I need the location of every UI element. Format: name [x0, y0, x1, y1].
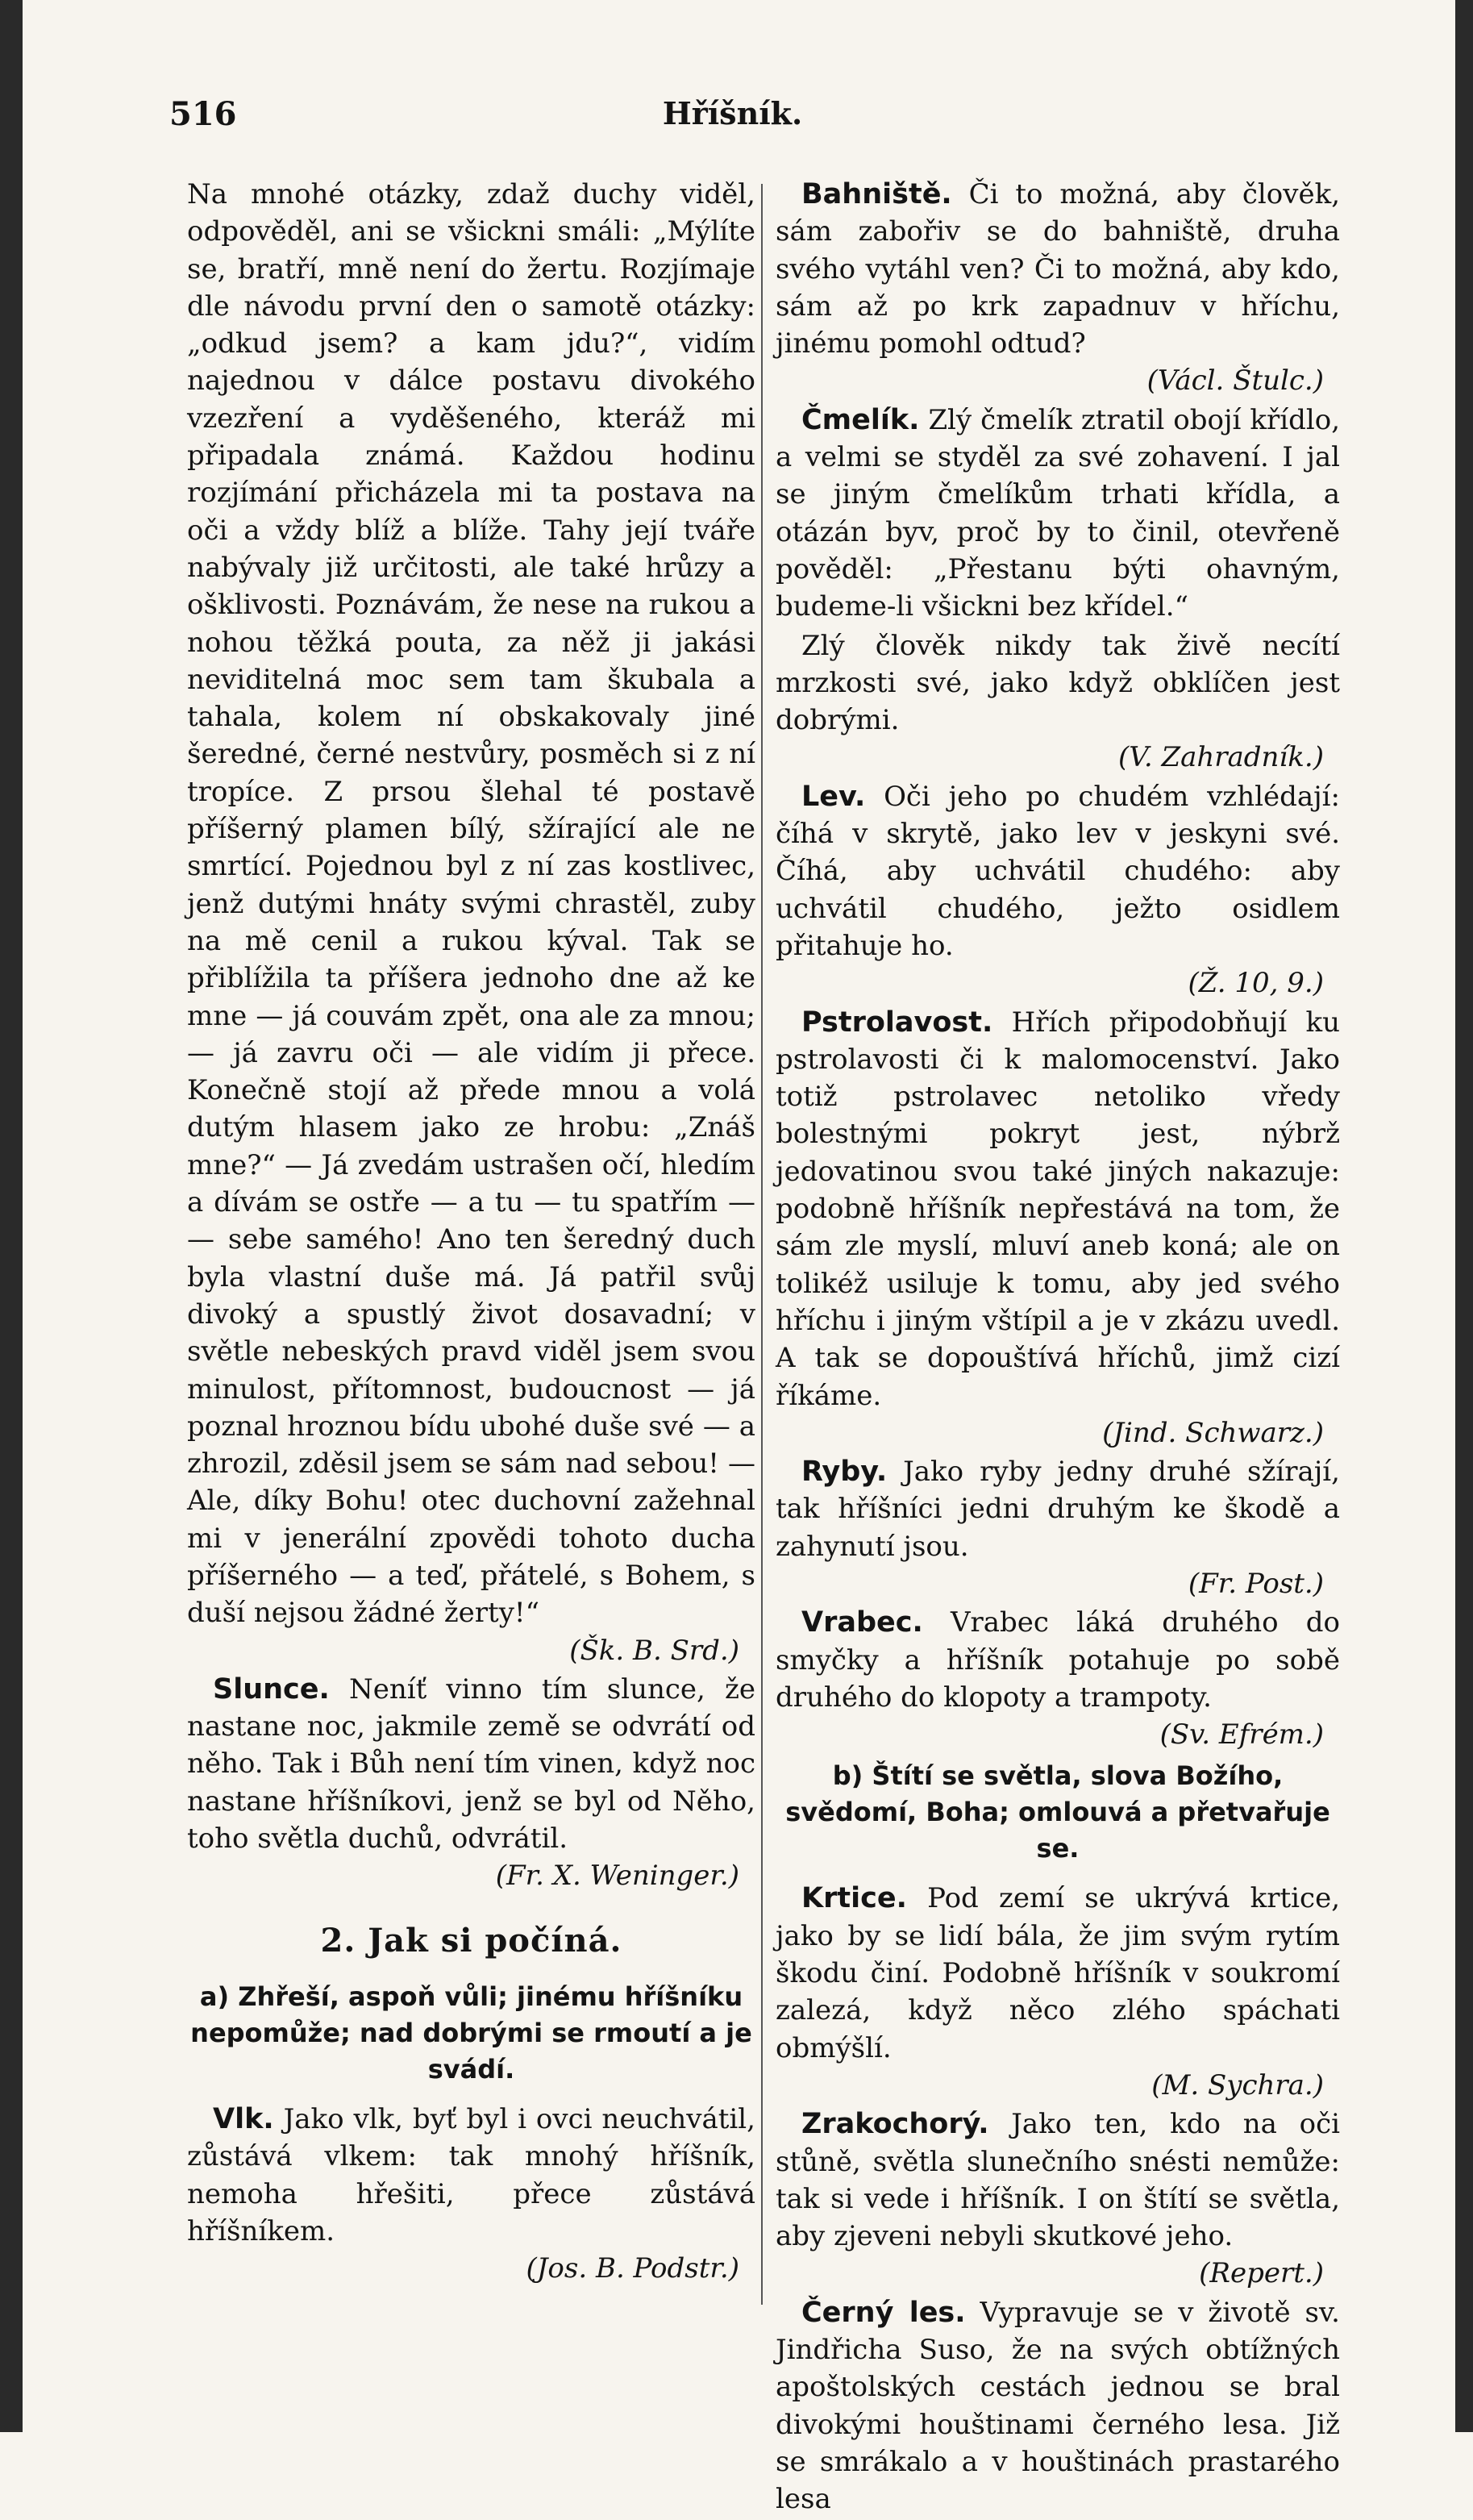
entry-vlk [187, 2101, 755, 2287]
column-divider [761, 184, 763, 2305]
scan-edge-right [1455, 0, 1473, 2432]
entry-keyword: Pstrolavost. [801, 1006, 993, 1039]
entry-text: Hřích připodobňují ku pstrolavosti či k malomocenství. Jako totiž pstrolavec netoliko vředy bolestnými pokryt jest, nýbrž jedovatinou svou také jiných nakazuje: podobně hříšník nepřestává na tom, že sám zle myslí, mluví aneb koná; ale on tolikéž usiluje k tomu, aby jed svého hříchu i jiným vštípil a je v zkázu uvedl. A tak se dopouštívá hříchů, jimž cizí říkáme. [776, 1006, 1341, 1412]
source-citation: (Jind. Schwarz.) [1102, 1416, 1324, 1449]
page-header [169, 95, 1296, 135]
entry-keyword: Zrakochorý. [801, 2108, 989, 2141]
paragraph [187, 176, 755, 1669]
entry-text: Vypravuje se v životě sv. Jindřicha Suso, že na svých obtížných apoštolských cestách jednou se bral divokými houštinami černého lesa. Již se smrákalo a v houštinách prastarého lesa [776, 2296, 1340, 2516]
running-title: Hříšník. [662, 95, 803, 131]
entry-keyword: Černý les. [801, 2296, 966, 2329]
source-citation: (Fr. Post.) [1188, 1567, 1324, 1600]
entry-krtice [776, 1880, 1340, 2104]
subsection-heading: b) Štítí se světla, slova Božího, svědomí, Boha; omlouvá a přetvařuje se. [785, 1760, 1330, 1864]
entry-text: Neníť vinno tím slunce, že nastane noc, jakmile země se odvrátí od něho. Tak i Bůh není tím vinen, když noc nastane hříšníkovi, jenž se byl od Něho, toho světla duchů, odvrátil. [187, 1672, 755, 1856]
paragraph [776, 627, 1340, 777]
entry-zrakochory [776, 2106, 1340, 2292]
entry-keyword: Ryby. [801, 1456, 888, 1489]
entry-keyword: Krtice. [801, 1882, 907, 1915]
entry-keyword: Čmelík. [801, 403, 920, 436]
entry-keyword: Vrabec. [801, 1606, 923, 1639]
entry-lev [776, 778, 1340, 1002]
left-column [187, 176, 755, 2289]
entry-text: Zlý čmelík ztratil obojí křídlo, a velmi se styděl za své zohavení. I jal se jiným čmelíkům trhati křídla, a otázán byv, proč by to činil, otevřeně pověděl: „Přestanu býti ohavným, budeme-li všickni bez křídel.“ [776, 403, 1341, 623]
entry-keyword: Slunce. [213, 1672, 330, 1706]
source-citation: (V. Zahradník.) [1117, 741, 1324, 774]
entry-pstrolavost [776, 1004, 1340, 1452]
entry-text: Jako vlk, byť byl i ovci neuchvátil, zůstává vlkem: tak mnohý hříšník, nemoha hřešiti, přece zůstává hříšníkem. [187, 2102, 755, 2247]
entry-text: Či to možná, aby člověk, sám zabořiv se do bahniště, druha svého vytáhl ven? Či to možná, aby kdo, sám až po krk zapadnuv v hříchu, jinému pomohl odtud? [776, 178, 1340, 360]
entry-slunce [187, 1671, 755, 1895]
entry-vrabec [776, 1604, 1340, 1753]
entry-text: Vrabec láká druhého do smyčky a hříšník potahuje po sobě druhého do klopoty a trampoty. [776, 1606, 1340, 1714]
entry-text: Oči jeho po chudém vzhlédají: číhá v skrytě, jako lev v jeskyni své. Číhá, aby uchvátil chudého: aby uchvátil chudého, ježto osidlem přitahuje ho. [776, 780, 1341, 962]
paragraph-text: Zlý člověk nikdy tak živě necítí mrzkosti své, jako když obklíčen jest dobrými. [776, 629, 1340, 737]
source-citation: (Václ. Štulc.) [1146, 364, 1324, 398]
entry-ryby [776, 1453, 1340, 1602]
source-citation: (Fr. X. Weninger.) [495, 1860, 739, 1893]
right-column [776, 176, 1340, 2520]
source-citation: (Jos. B. Podstr.) [526, 2252, 739, 2285]
paragraph-text: Na mnohé otázky, zdaž duchy viděl, odpověděl, ani se všickni smáli: „Mýlíte se, bratří, mně není do žertu. Rozjímaje dle návodu první den o samotě otázky: „odkud jsem? a kam jdu?“, vidím najednou v dálce postavu divokého vzezření a vyděšeného, kteráž mi připadala známá. Každou hodinu rozjímání přicházela mi ta postava na oči a vždy blíž a blíže. Tahy její tváře nabývaly již určitosti, ale také hrůzy a ošklivosti. Poznávám, že nese na rukou a nohou těžká pouta, za něž ji jakási neviditelná moc sem tam škubala a tahala, kolem ní obskakovaly jiné šeredné, černé nestvůry, posměch si z ní tropíce. Z prsou šlehal té postavě příšerný plamen bílý, sžírající ale ne smrtící. Pojednou byl z ní zas kostlivec, jenž dutými hnáty svými chrastěl, zuby na mě cenil a rukou kýval. Tak se přiblížila ta příšera jednoho dne až ke mne — já couvám zpět, ona ale za mnou; — já zavru oči — ale vidím ji přece. Konečně stojí až přede mnou a volá dutým hlasem jako ze hrobu: „Znáš mne?“ — Já zvedám ustrašen očí, hledím a dívám se ostře — a tu — tu spatřím — — sebe samého! Ano ten šeredný duch byla vlastní duše má. Já patřil svůj divoký a spustlý život dosavadní; v světle nebeských pravd viděl jsem svou minulost, přítomnost, budoucnost — já poznal hroznou bídu ubohé duše své — a zhrozil, zděsil jsem se sám nad sebou! — Ale, díky Bohu! otec duchovní zažehnal mi v jenerální zpovědi tohoto ducha příšerného — a teď, přátelé, s Bohem, s duší nejsou žádné žerty!“ [187, 178, 755, 1630]
source-citation: (M. Sychra.) [1151, 2068, 1324, 2101]
source-citation: (Sv. Efrém.) [1159, 1718, 1324, 1752]
entry-keyword: Bahniště. [801, 178, 952, 210]
entry-bahniste [776, 176, 1340, 400]
source-citation: (Šk. B. Srd.) [569, 1634, 739, 1667]
page-number: 516 [169, 95, 237, 133]
entry-keyword: Lev. [801, 780, 866, 813]
entry-text: Jako ten, kdo na oči stůně, světla slunečního snésti nemůže: tak si vede i hříšník. I on štítí se světla, aby zjeveni nebyli skutkové jeho. [776, 2108, 1340, 2253]
entry-cerny-les [776, 2294, 1340, 2518]
entry-text: Pod zemí se ukrývá krtice, jako by se lidí bála, že jim svým rytím škodu činí. Podobně hříšník v soukromí zalezá, když něco zlého spáchati obmýšlí. [776, 1882, 1340, 2064]
entry-cmelik [776, 402, 1340, 626]
entry-keyword: Vlk. [213, 2102, 274, 2135]
scan-edge-left [0, 0, 23, 2432]
section-title: 2. Jak si počíná. [320, 1921, 622, 1960]
entry-text: Jako ryby jedny druhé sžírají, tak hříšníci jedni druhým ke škodě a zahynutí jsou. [776, 1456, 1340, 1563]
source-citation: (Repert.) [1199, 2257, 1324, 2290]
subsection-heading: a) Zhřeší, aspoň vůli; jinému hříšníku nepomůže; nad dobrými se rmoutí a je svádí. [190, 1981, 752, 2085]
source-citation: (Ž. 10, 9.) [1188, 967, 1324, 1000]
